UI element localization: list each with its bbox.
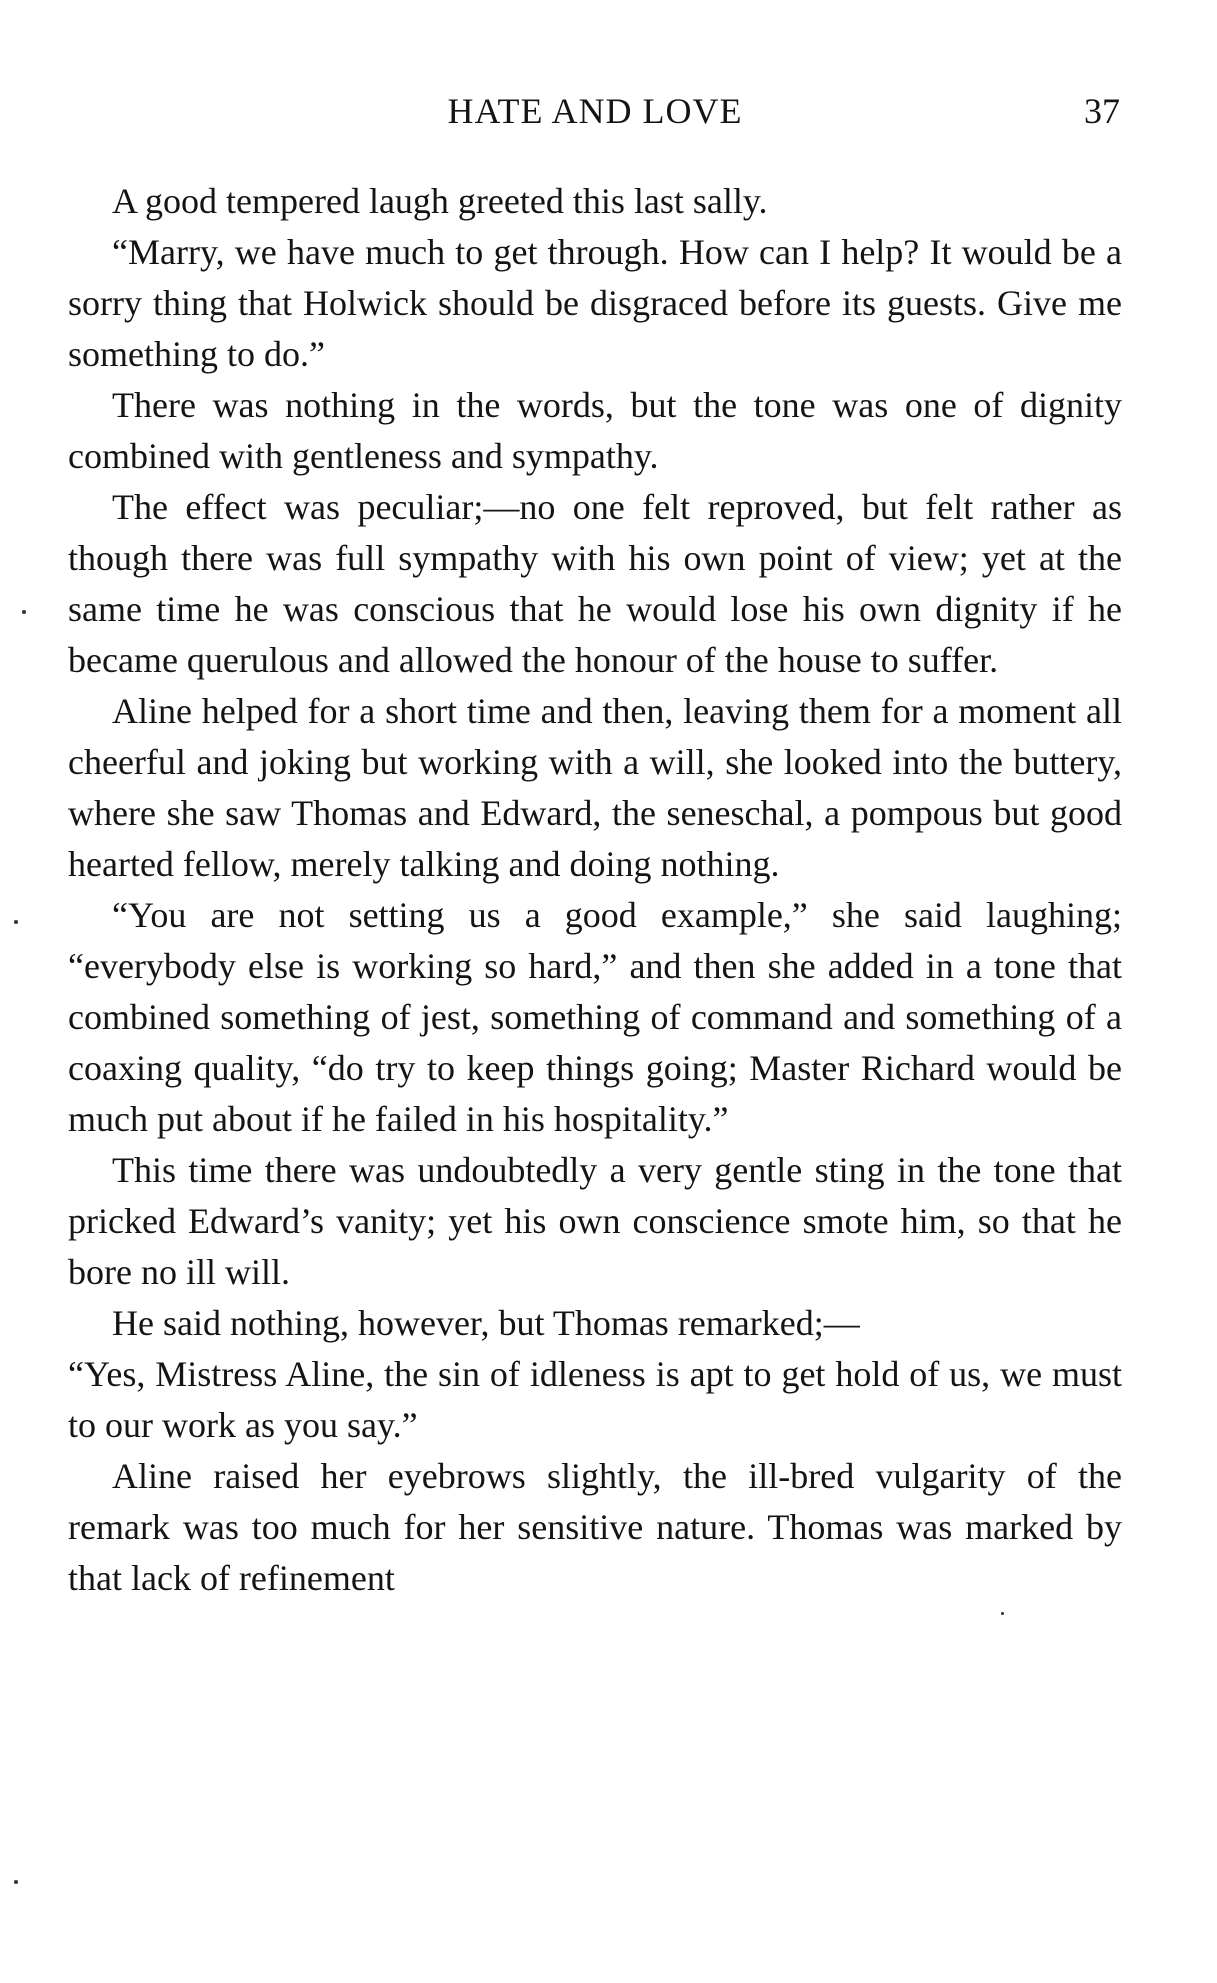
print-speck (22, 610, 26, 614)
running-header (70, 86, 1120, 136)
print-speck (1001, 1612, 1004, 1615)
paragraph: This time there was undoubtedly a very gentle sting in the tone that pricked Edward’s vanity; yet his own conscience smote him, so that he bore no ill will. (68, 1150, 1122, 1292)
paragraph: A good tempered laugh greeted this last sally. (112, 181, 768, 221)
running-title: HATE AND LOVE (447, 91, 743, 131)
print-speck (14, 920, 18, 924)
body-text (68, 176, 1122, 1604)
paragraph: Aline raised her eyebrows slightly, the ill-bred vulgarity of the remark was too much for her sensitive nature. Thomas was marked by that lack of refinement (68, 1456, 1122, 1598)
paragraph: “Yes, Mistress Aline, the sin of idleness is apt to get hold of us, we must to our work as you say.” (68, 1354, 1122, 1445)
paragraph: There was nothing in the words, but the tone was one of dignity combined with gentleness and sympathy. (68, 385, 1122, 476)
paragraph: The effect was peculiar;—no one felt reproved, but felt rather as though there was full sympathy with his own point of view; yet at the same time he was conscious that he would lose his own dignity if he became querulous and allowed the honour of the house to suffer. (68, 487, 1122, 680)
paragraph: He said nothing, however, but Thomas remarked;— (112, 1303, 860, 1343)
paragraph: “You are not setting us a good example,” she said laughing; “everybody else is working so hard,” and then she added in a tone that combined something of jest, something of command and something of a coaxing quality, “do try to keep things going; Master Richard would be much put about if he failed in his hospitality.” (68, 895, 1122, 1139)
paragraph: Aline helped for a short time and then, leaving them for a moment all cheerful and joking but working with a will, she looked into the buttery, where she saw Thomas and Edward, the seneschal, a pompous but good hearted fellow, merely talking and doing nothing. (68, 691, 1122, 884)
print-speck (14, 1880, 18, 1884)
paragraph: “Marry, we have much to get through. How can I help? It would be a sorry thing that Holwick should be disgraced before its guests. Give me something to do.” (68, 232, 1122, 374)
page-number: 37 (1084, 91, 1120, 131)
